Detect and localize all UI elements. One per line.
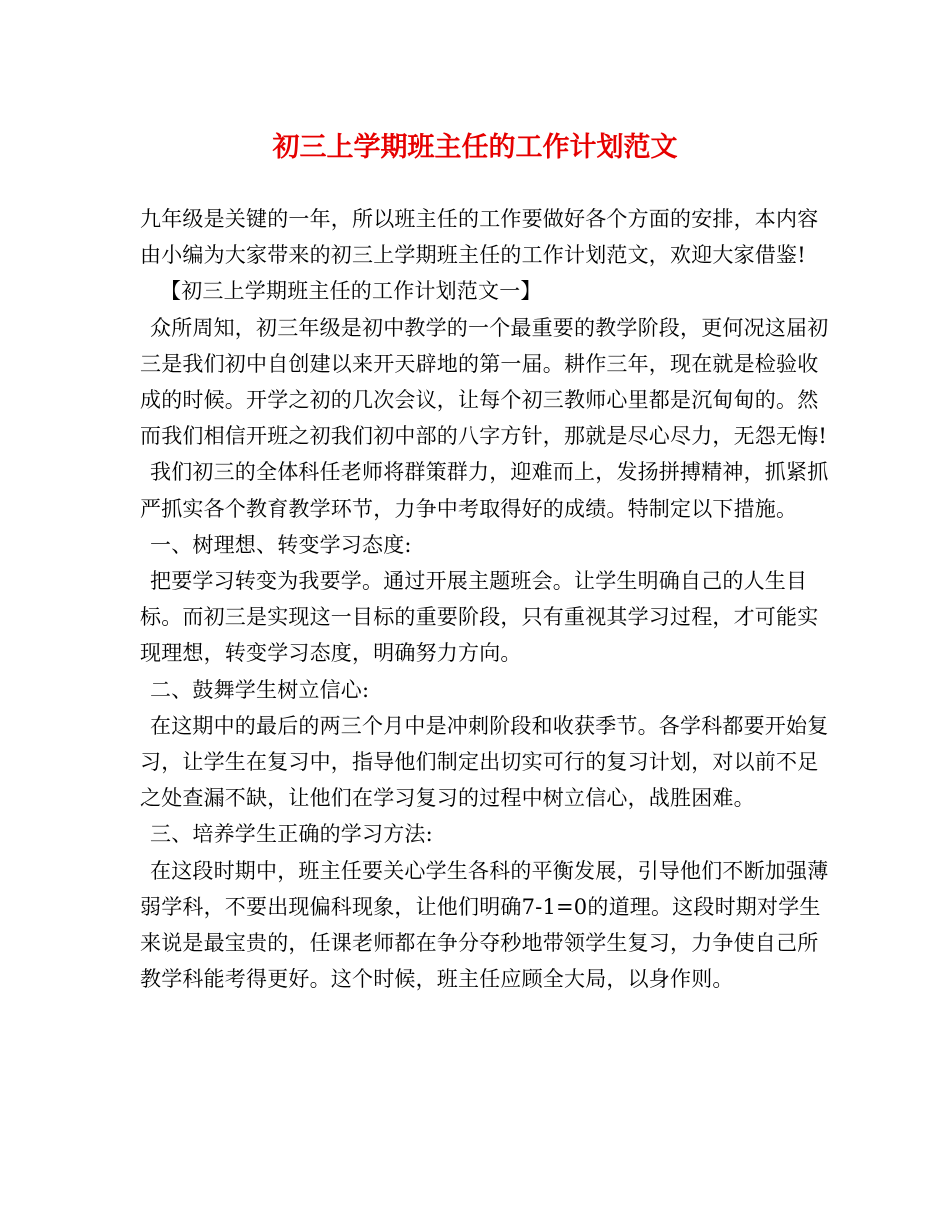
subheading-three: 三、培养学生正确的学习方法: [150,822,433,847]
document-body [140,201,830,997]
body-paragraph: 我们初三的全体科任老师将群策群力，迎难而上，发扬拼搏精神，抓紧抓严抓实各个教育教学环节，力争中考取得好的成绩。特制定以下措施。 [140,460,829,521]
document-title: 初三上学期班主任的工作计划范文 [272,132,678,163]
section-heading-sample-one: 【初三上学期班主任的工作计划范文一】 [160,279,542,304]
subheading-one: 一、树理想、转变学习态度: [150,532,412,557]
body-paragraph: 在这期中的最后的两三个月中是冲刺阶段和收获季节。各学科都要开始复习，让学生在复习中，指导他们制定出切实可行的复习计划，对以前不足之处查漏不缺，让他们在学习复习的过程中树立信心，战胜困难。 [140,713,829,811]
body-paragraph: 在这段时期中，班主任要关心学生各科的平衡发展，引导他们不断加强薄弱学科，不要出现偏科现象，让他们明确7-1=0的道理。这段时期对学生来说是最宝贵的，任课老师都在争分夺秒地带领学生复习，力争使自己所教学科能考得更好。这个时候，班主任应顾全大局，以身作则。 [140,858,829,992]
intro-paragraph: 九年级是关键的一年，所以班主任的工作要做好各个方面的安排，本内容由小编为大家带来的初三上学期班主任的工作计划范文，欢迎大家借鉴! [140,207,819,268]
subheading-two: 二、鼓舞学生树立信心: [150,677,370,702]
body-paragraph: 把要学习转变为我要学。通过开展主题班会。让学生明确自己的人生目标。而初三是实现这一目标的重要阶段，只有重视其学习过程，才可能实现理想，转变学习态度，明确努力方向。 [140,569,819,666]
body-paragraph: 众所周知，初三年级是初中教学的一个最重要的教学阶段，更何况这届初三是我们初中自创建以来开天辟地的第一届。耕作三年，现在就是检验收成的时候。开学之初的几次会议，让每个初三教师心里都是沉甸甸的。然而我们相信开班之初我们初中部的八字方针，那就是尽心尽力，无怨无悔! [140,315,829,449]
